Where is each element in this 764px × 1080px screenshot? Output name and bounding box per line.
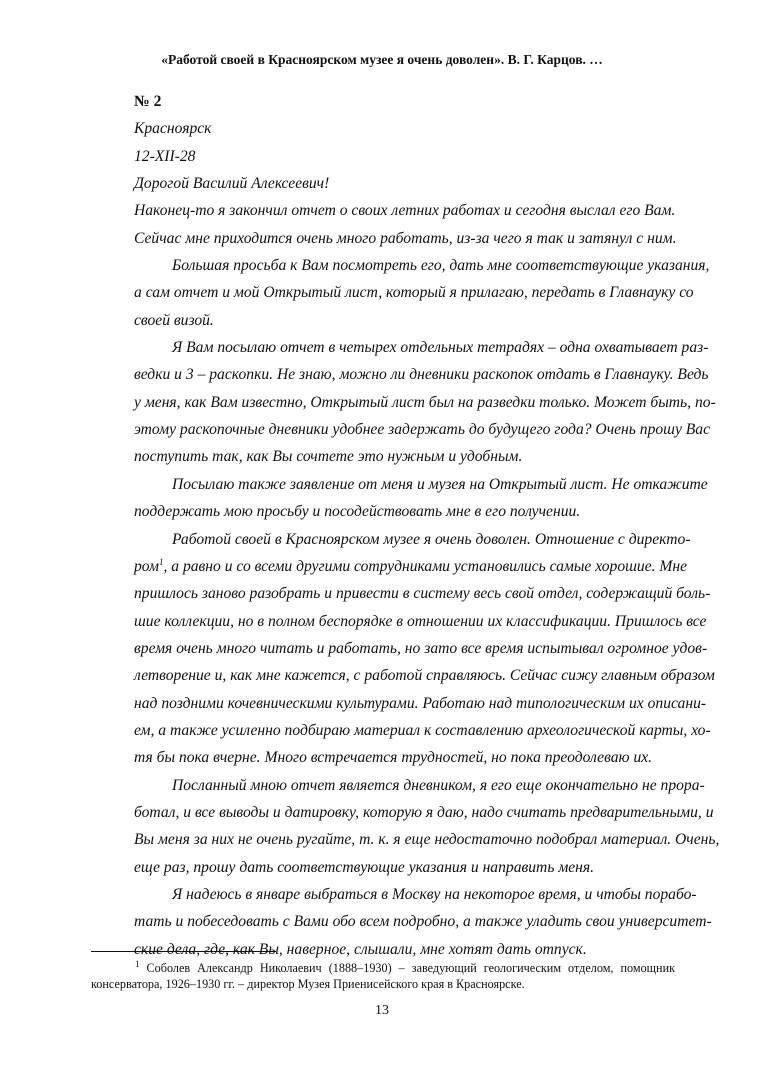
- text-line: Вы меня за них не очень ругайте, т. к. я еще недостаточно подобрал материал. Очень,: [134, 831, 720, 849]
- footnote-text: Соболев Александр Николаевич (1888–1930) – заведующий геологическим отделом, помощник: [146, 961, 676, 975]
- text-line: ботал, и все выводы и датировку, которую я даю, надо считать предварительными, и: [134, 803, 714, 821]
- text-line: ведки и 3 – раскопки. Не знаю, можно ли дневники раскопок отдать в Главнауку. Ведь: [134, 366, 709, 384]
- text-line: Я надеюсь в январе выбраться в Москву на некоторое время, и чтобы порабо-: [172, 885, 697, 903]
- footnote-reference[interactable]: 1: [158, 556, 164, 567]
- text-line: а сам отчет и мой Открытый лист, который я прилагаю, передать в Главнауку со: [134, 284, 694, 302]
- text-line: Посылаю также заявление от меня и музея на Открытый лист. Не откажите: [172, 475, 708, 493]
- line-lead: ром: [134, 557, 159, 575]
- text-line: шие коллекции, но в полном беспорядке в отношении их классификации. Пришлось все: [134, 612, 707, 630]
- document-number: № 2: [134, 93, 162, 110]
- text-line: ем, а также усиленно подбираю материал к составлению археологической карты, хо-: [134, 721, 711, 739]
- text-line: этому раскопочные дневники удобнее задержать до будущего года? Очень прошу Вас: [134, 421, 711, 439]
- footnote-divider: [91, 951, 276, 952]
- text-line: еще раз, прошу дать соответствующие указания и направить меня.: [134, 858, 595, 876]
- line-rest: , а равно и со всеми другими сотрудниками установились самые хорошие. Мне: [163, 557, 688, 575]
- text-line: поступить так, как Вы сочтете это нужным и удобным.: [134, 448, 523, 466]
- footnote-line: консерватора, 1926–1930 гг. – директор Музея Приенисейского края в Красноярске.: [91, 977, 525, 991]
- text-line: у меня, как Вам известно, Открытый лист был на разведки только. Может быть, по-: [134, 393, 716, 411]
- text-line: своей визой.: [134, 311, 214, 329]
- letter-body: [134, 88, 720, 963]
- text-line: Посланный мною отчет является дневником, я его еще окончательно не прора-: [172, 776, 705, 794]
- text-line: над поздними кочевническими культурами. Работаю над типологическим их описани-: [134, 694, 707, 712]
- text-line: пришлось заново разобрать и привести в систему весь свой отдел, содержащий боль-: [134, 585, 711, 603]
- salutation: Дорогой Василий Алексеевич!: [134, 175, 330, 193]
- running-head: «Работой своей в Красноярском музее я очень доволен». В. Г. Карцов. …: [161, 52, 603, 67]
- text-line: Наконец-то я закончил отчет о своих летних работах и сегодня выслал его Вам.: [134, 202, 676, 220]
- letter-place: Красноярск: [134, 120, 212, 138]
- text-line: тать и побеседовать с Вами обо всем подробно, а также уладить свои университет-: [134, 913, 712, 931]
- footnote-mark: 1: [135, 958, 140, 969]
- footnote: [91, 960, 675, 992]
- text-line: ские дела, где, как Вы, наверное, слышали, мне хотят дать отпуск.: [134, 940, 587, 958]
- text-line: Большая просьба к Вам посмотреть его, дать мне соответствующие указания,: [172, 257, 710, 275]
- footnote-line: [91, 960, 675, 976]
- text-line-with-footnote: [134, 553, 688, 580]
- text-line: поддержать мою просьбу и посодействовать мне в его получении.: [134, 503, 581, 521]
- text-line: время очень много читать и работать, но зато все время испытывал огромное удов-: [134, 639, 708, 657]
- text-line: тя бы пока вчерне. Много встречается трудностей, но пока преодолеваю их.: [134, 749, 653, 767]
- page-number: 13: [375, 1003, 389, 1018]
- text-line: Я Вам посылаю отчет в четырех отдельных тетрадях – одна охватывает раз-: [172, 339, 709, 357]
- text-line: летворение и, как мне кажется, с работой справляюсь. Сейчас сижу главным образом: [134, 667, 715, 685]
- letter-date: 12-XII-28: [134, 147, 196, 165]
- text-line: Работой своей в Красноярском музее я очень доволен. Отношение с директо-: [172, 530, 691, 548]
- text-line: Сейчас мне приходится очень много работать, из-за чего я так и затянул с ним.: [134, 229, 677, 247]
